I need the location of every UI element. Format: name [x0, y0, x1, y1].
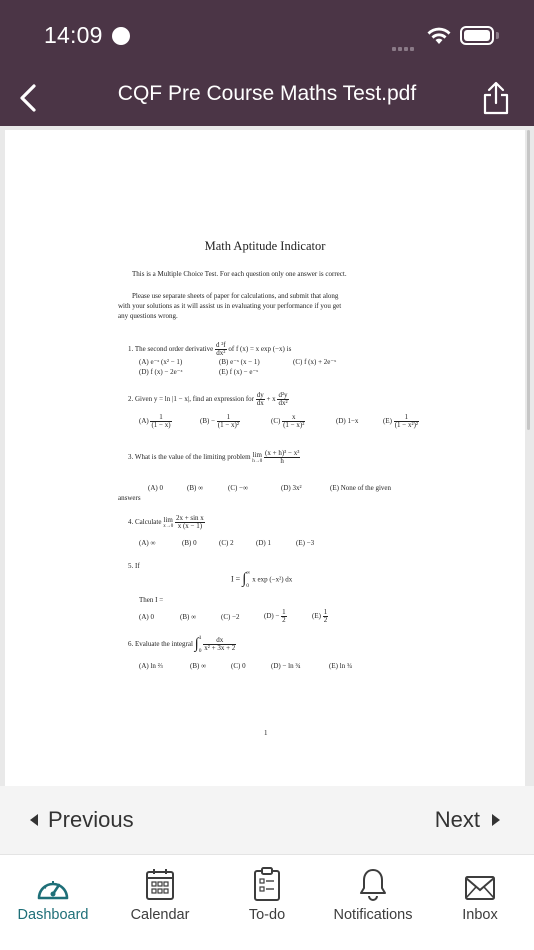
q2-option-c: (C) $\frac{x}{\text{(1 − x)²}}$: [271, 413, 305, 429]
question-4: 4. Calculate lim x→0 $\frac{\text{2x + sin x}}{x (x - 1)}$: [128, 514, 204, 530]
q6-option-a: (A) ln ⅔: [139, 662, 163, 670]
chevron-left-icon: [18, 83, 38, 113]
q1-option-b: (B) e⁻ˣ (x − 1): [219, 358, 260, 366]
q1-option-e: (E) f (x) − e⁻ˣ: [219, 368, 259, 376]
q4-fraction: $\frac{\text{2x + sin x}}{x (x - 1)}$: [175, 514, 204, 530]
clipboard-icon: [253, 865, 281, 901]
document-title: CQF Pre Course Maths Test.pdf: [117, 82, 417, 105]
page-number: 1: [264, 729, 268, 737]
q6-option-c: (C) 0: [231, 662, 246, 670]
q5-option-b: (B) ∞: [180, 613, 197, 621]
q5-option-d: (D) − $\frac{1}{2}$: [264, 608, 286, 624]
next-button[interactable]: [435, 802, 500, 838]
q6-option-e: (E) ln ¾: [329, 662, 353, 670]
q4-text: 4. Calculate: [128, 518, 162, 527]
q1-text: 1. The second order derivative: [128, 345, 214, 354]
question-3: 3. What is the value of the limiting problem lim h→0 $\frac{\text{(x + h)³ − x³}}{h}$: [128, 449, 300, 465]
q1-option-c: (C) f (x) + 2e⁻ˣ: [293, 358, 337, 366]
previous-button[interactable]: [30, 802, 134, 838]
tab-label: Dashboard: [17, 907, 89, 923]
q2-text: 2. Given y = ln |1 − x|, find an expression for: [128, 395, 254, 404]
q4-option-c: (C) 2: [219, 539, 234, 547]
status-bar: [0, 0, 534, 70]
q3-option-a: (A) 0: [148, 484, 163, 492]
tab-todo[interactable]: [222, 855, 312, 950]
back-button[interactable]: [8, 78, 48, 118]
caret-right-icon: [492, 814, 500, 826]
q6-option-b: (B) ∞: [190, 662, 207, 670]
q5-equation: I = ∫ ∞ 0 x exp (−x²) dx: [231, 570, 293, 590]
recording-dot-icon: [112, 27, 130, 45]
previous-label: Previous: [48, 807, 134, 832]
tab-label: Notifications: [333, 907, 413, 923]
q6-fraction: $\frac{dx}{\text{x² + 3x + 2}}$: [204, 636, 236, 653]
cellular-signal-icon: [392, 38, 418, 44]
question-6: 6. Evaluate the integral ∫ 1 0 $\frac{dx}{\text{x² + 3x + 2}}$: [128, 635, 236, 655]
caret-left-icon: [30, 814, 38, 826]
q3-text: 3. What is the value of the limiting problem: [128, 453, 251, 462]
envelope-icon: [464, 865, 496, 901]
q3-option-b: (B) ∞: [187, 484, 204, 492]
next-label: Next: [434, 807, 480, 832]
q3-option-e: (E) None of the given: [330, 484, 392, 492]
q2-option-d: (D) 1−x: [336, 417, 359, 425]
share-icon: [482, 81, 510, 115]
q3-option-e-cont: answers: [118, 494, 141, 502]
battery-cap: [496, 32, 499, 39]
gauge-icon: [35, 865, 71, 901]
q2-option-e: (E) $\frac{1}{\text{(1 − x²)²}}$: [383, 413, 419, 429]
q2-option-b: (B) − $\frac{1}{\text{(1 − x)²}}$: [200, 413, 239, 429]
intro-line: with your solutions as it will assist us in evaluating your performance if you get: [118, 302, 342, 310]
tab-dashboard[interactable]: [8, 855, 98, 950]
q1-text: of f (x) = x exp (−x) is: [228, 345, 292, 354]
q4-option-a: (A) ∞: [139, 539, 156, 547]
calendar-icon: [145, 865, 175, 901]
tab-bar: [0, 854, 534, 950]
tab-notifications[interactable]: [318, 855, 428, 950]
q3-option-d: (D) 3x²: [281, 484, 302, 492]
tab-label: To-do: [248, 907, 286, 923]
q2-fraction-1: $\frac{dy}{dx}$: [256, 391, 264, 407]
status-time: 14:09: [44, 22, 103, 48]
q2-fraction-2: $\frac{\text{d²y}}{\text{dx²}}$: [278, 391, 288, 407]
intro-line: Please use separate sheets of paper for calculations, and submit that along: [132, 292, 339, 300]
intro-line: This is a Multiple Choice Test. For each question only one answer is correct.: [132, 270, 347, 278]
battery-icon: [460, 26, 494, 45]
intro-line: any questions wrong.: [118, 312, 178, 320]
tab-label: Inbox: [462, 907, 498, 923]
q1-fraction: $\frac{\text{d ²f}}{\text{dx²}}$: [215, 341, 226, 357]
pager: [0, 786, 534, 854]
q2-option-a: (A) $\frac{1}{(1 - x)}$: [139, 413, 171, 429]
q4-option-d: (D) 1: [256, 539, 271, 547]
q5-then: Then I =: [139, 596, 164, 604]
wifi-icon: [426, 26, 452, 51]
q6-option-d: (D) − ln ¾: [271, 662, 301, 670]
doc-heading: Math Aptitude Indicator: [204, 239, 326, 253]
question-1: [128, 342, 291, 357]
tab-label: Calendar: [130, 907, 190, 923]
pdf-page: [5, 130, 525, 786]
q1-option-a: (A) e⁻ˣ (x² − 1): [139, 358, 183, 366]
share-button[interactable]: [476, 76, 516, 120]
pdf-viewer[interactable]: [0, 126, 534, 786]
question-2: [128, 392, 289, 407]
q4-option-b: (B) 0: [182, 539, 197, 547]
q1-option-d: (D) f (x) − 2e⁻ˣ: [139, 368, 183, 376]
navigation-bar: [0, 70, 534, 126]
q5-option-a: (A) 0: [139, 613, 154, 621]
question-5: 5. If: [128, 562, 140, 570]
q4-option-e: (E) −3: [296, 539, 315, 547]
q5-option-e: (E) $\frac{1}{2}$: [312, 608, 328, 624]
q3-fraction: $\frac{\text{(x + h)³ − x³}}{h}$: [265, 449, 300, 465]
q6-text: 6. Evaluate the integral: [128, 640, 193, 649]
tab-inbox[interactable]: [440, 855, 520, 950]
q3-option-c: (C) −∞: [228, 484, 249, 492]
scrollbar-thumb[interactable]: [527, 130, 530, 430]
tab-calendar[interactable]: [115, 855, 205, 950]
q5-option-c: (C) −2: [221, 613, 240, 621]
q2-text: + x: [266, 395, 276, 404]
bell-icon: [358, 865, 388, 901]
